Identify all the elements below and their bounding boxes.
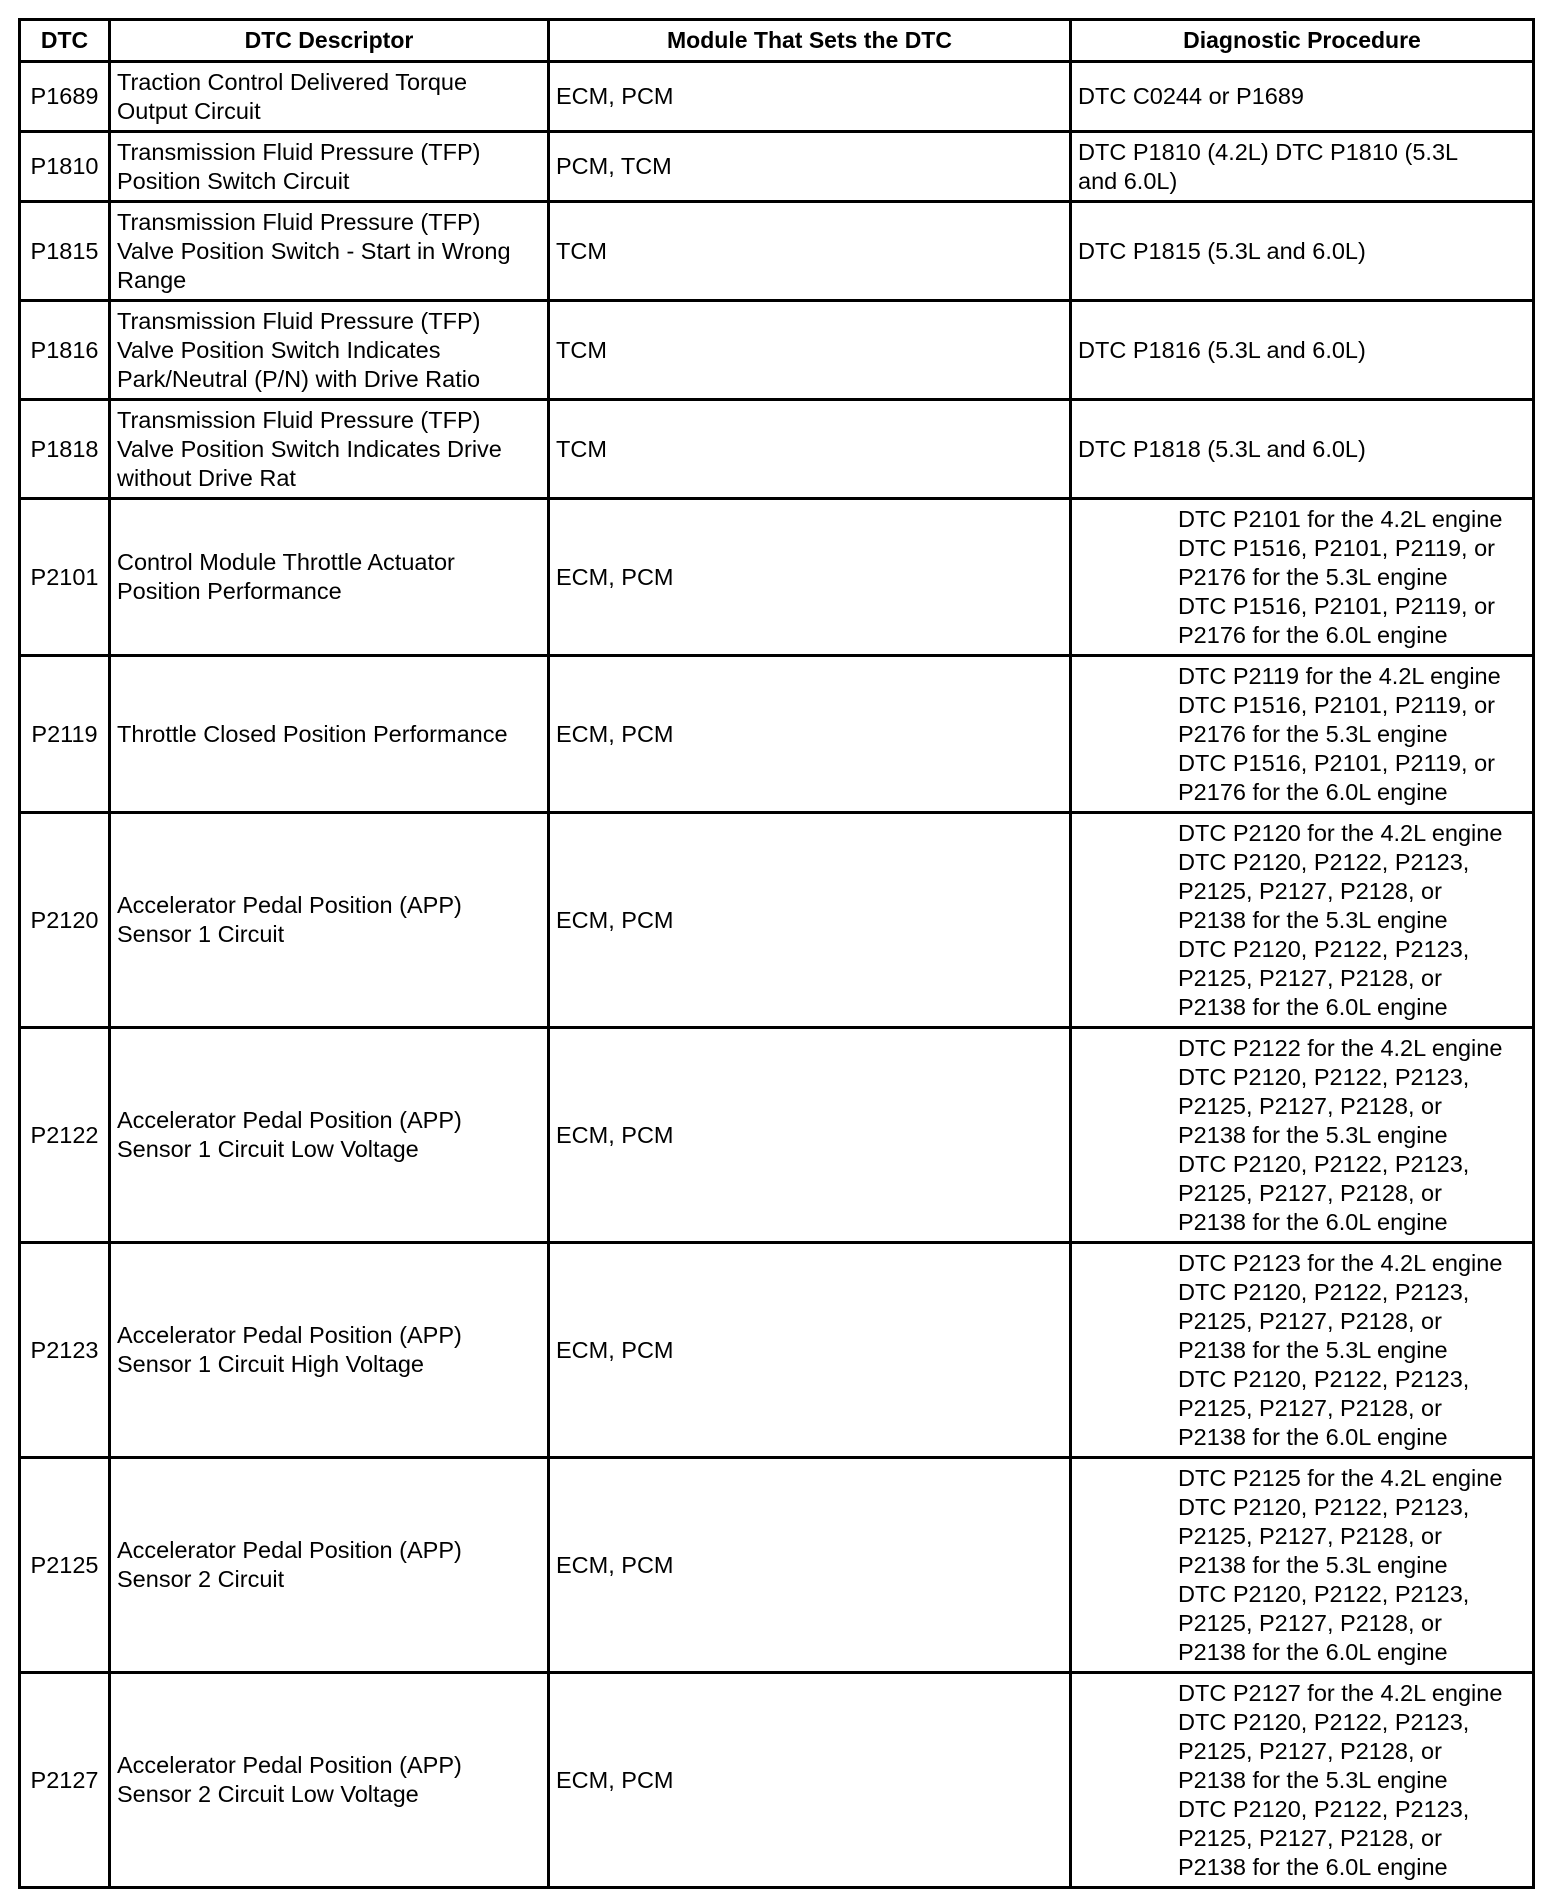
- module-cell: PCM, TCM: [549, 132, 1071, 202]
- dtc-descriptor: Transmission Fluid Pressure (TFP) Position Switch Circuit: [110, 132, 549, 202]
- module-cell: ECM, PCM: [549, 62, 1071, 132]
- diagnostic-procedure: DTC P2120 for the 4.2L engine DTC P2120, P2122, P2123, P2125, P2127, P2128, or P2138 for the 5.3L engine DTC P2120, P2122, P2123, P2125, P2127, P2128, or P2138 for the 6.0L engine: [1071, 813, 1534, 1028]
- dtc-code: P1810: [20, 132, 110, 202]
- dtc-descriptor: Accelerator Pedal Position (APP) Sensor 1 Circuit: [110, 813, 549, 1028]
- table-row: [20, 62, 1534, 132]
- diagnostic-procedure: DTC P2119 for the 4.2L engine DTC P1516, P2101, P2119, or P2176 for the 5.3L engine DTC P1516, P2101, P2119, or P2176 for the 6.0L engine: [1071, 656, 1534, 813]
- diagnostic-procedure: DTC P2125 for the 4.2L engine DTC P2120, P2122, P2123, P2125, P2127, P2128, or P2138 for the 5.3L engine DTC P2120, P2122, P2123, P2125, P2127, P2128, or P2138 for the 6.0L engine: [1071, 1458, 1534, 1673]
- header-dtc: DTC: [20, 20, 110, 62]
- table-row: [20, 813, 1534, 1028]
- dtc-code: P1689: [20, 62, 110, 132]
- module-cell: ECM, PCM: [549, 656, 1071, 813]
- table-row: [20, 1673, 1534, 1888]
- header-diagnostic-procedure: Diagnostic Procedure: [1071, 20, 1534, 62]
- dtc-descriptor: Control Module Throttle Actuator Position Performance: [110, 499, 549, 656]
- module-cell: ECM, PCM: [549, 1028, 1071, 1243]
- dtc-descriptor: Transmission Fluid Pressure (TFP) Valve Position Switch Indicates Drive without Drive Rat: [110, 400, 549, 499]
- module-cell: ECM, PCM: [549, 1673, 1071, 1888]
- dtc-code: P1818: [20, 400, 110, 499]
- diagnostic-procedure: DTC P1818 (5.3L and 6.0L): [1071, 400, 1534, 499]
- table-row: [20, 1028, 1534, 1243]
- table-row: [20, 499, 1534, 656]
- dtc-code: P1816: [20, 301, 110, 400]
- dtc-code: P1815: [20, 202, 110, 301]
- diagnostic-procedure: DTC P1810 (4.2L) DTC P1810 (5.3L and 6.0L): [1071, 132, 1534, 202]
- dtc-descriptor: Traction Control Delivered Torque Output Circuit: [110, 62, 549, 132]
- module-cell: TCM: [549, 202, 1071, 301]
- table-header-row: [20, 20, 1534, 62]
- dtc-code: P2127: [20, 1673, 110, 1888]
- table-row: [20, 1243, 1534, 1458]
- module-cell: ECM, PCM: [549, 1458, 1071, 1673]
- dtc-descriptor: Accelerator Pedal Position (APP) Sensor 1 Circuit Low Voltage: [110, 1028, 549, 1243]
- module-cell: ECM, PCM: [549, 1243, 1071, 1458]
- diagnostic-procedure: DTC C0244 or P1689: [1071, 62, 1534, 132]
- module-cell: TCM: [549, 400, 1071, 499]
- dtc-code: P2122: [20, 1028, 110, 1243]
- header-module: Module That Sets the DTC: [549, 20, 1071, 62]
- diagnostic-procedure: DTC P2123 for the 4.2L engine DTC P2120, P2122, P2123, P2125, P2127, P2128, or P2138 for the 5.3L engine DTC P2120, P2122, P2123, P2125, P2127, P2128, or P2138 for the 6.0L engine: [1071, 1243, 1534, 1458]
- table-row: [20, 132, 1534, 202]
- dtc-code: P2120: [20, 813, 110, 1028]
- table-row: [20, 1458, 1534, 1673]
- diagnostic-procedure: DTC P1816 (5.3L and 6.0L): [1071, 301, 1534, 400]
- table-row: [20, 301, 1534, 400]
- dtc-code: P2119: [20, 656, 110, 813]
- table-row: [20, 202, 1534, 301]
- diagnostic-procedure: DTC P2122 for the 4.2L engine DTC P2120, P2122, P2123, P2125, P2127, P2128, or P2138 for the 5.3L engine DTC P2120, P2122, P2123, P2125, P2127, P2128, or P2138 for the 6.0L engine: [1071, 1028, 1534, 1243]
- table-row: [20, 656, 1534, 813]
- dtc-descriptor: Transmission Fluid Pressure (TFP) Valve Position Switch - Start in Wrong Range: [110, 202, 549, 301]
- module-cell: ECM, PCM: [549, 813, 1071, 1028]
- dtc-table: [18, 18, 1535, 1889]
- dtc-descriptor: Throttle Closed Position Performance: [110, 656, 549, 813]
- diagnostic-procedure: DTC P2101 for the 4.2L engine DTC P1516, P2101, P2119, or P2176 for the 5.3L engine DTC P1516, P2101, P2119, or P2176 for the 6.0L engine: [1071, 499, 1534, 656]
- dtc-descriptor: Accelerator Pedal Position (APP) Sensor 2 Circuit: [110, 1458, 549, 1673]
- header-dtc-descriptor: DTC Descriptor: [110, 20, 549, 62]
- module-cell: ECM, PCM: [549, 499, 1071, 656]
- module-cell: TCM: [549, 301, 1071, 400]
- diagnostic-procedure: DTC P1815 (5.3L and 6.0L): [1071, 202, 1534, 301]
- dtc-descriptor: Transmission Fluid Pressure (TFP) Valve Position Switch Indicates Park/Neutral (P/N) with Drive Ratio: [110, 301, 549, 400]
- table-row: [20, 400, 1534, 499]
- dtc-code: P2101: [20, 499, 110, 656]
- dtc-code: P2123: [20, 1243, 110, 1458]
- diagnostic-procedure: DTC P2127 for the 4.2L engine DTC P2120, P2122, P2123, P2125, P2127, P2128, or P2138 for the 5.3L engine DTC P2120, P2122, P2123, P2125, P2127, P2128, or P2138 for the 6.0L engine: [1071, 1673, 1534, 1888]
- dtc-descriptor: Accelerator Pedal Position (APP) Sensor 2 Circuit Low Voltage: [110, 1673, 549, 1888]
- dtc-descriptor: Accelerator Pedal Position (APP) Sensor 1 Circuit High Voltage: [110, 1243, 549, 1458]
- dtc-code: P2125: [20, 1458, 110, 1673]
